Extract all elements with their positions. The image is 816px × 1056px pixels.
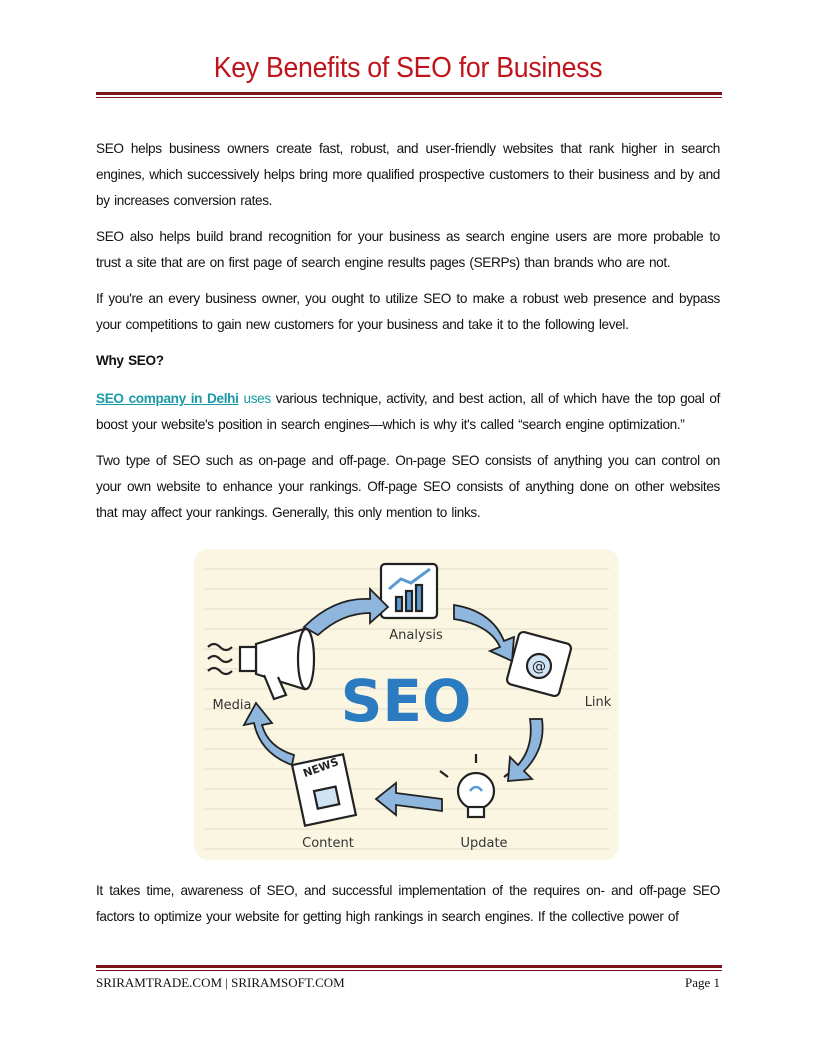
link-label: Link: [584, 695, 612, 710]
paragraph-4: [96, 386, 720, 438]
arrow-update-to-content: [376, 783, 442, 815]
content-label: Content: [302, 836, 354, 851]
paragraph-1: SEO helps business owners create fast, robust, and user-friendly websites that rank higher in search engines, which successively helps bring more qualified prospective customers to their business and by and by increases conversion rates.: [96, 141, 720, 208]
seo-cycle-diagram: [194, 549, 619, 860]
document-body-continued: [96, 878, 720, 940]
page-number: Page 1: [684, 975, 720, 990]
arrow-media-to-analysis: [304, 589, 388, 635]
document-body: [96, 136, 720, 536]
arrow-analysis-to-link: [454, 605, 514, 661]
link-icon: [506, 631, 572, 697]
seo-center-text: SEO: [340, 667, 472, 735]
seo-company-link[interactable]: SEO company in Delhi: [96, 391, 239, 406]
arrow-content-to-media: [244, 703, 294, 765]
news-label: NEWS: [301, 755, 341, 781]
footer-site-links: SRIRAMTRADE.COM | SRIRAMSOFT.COM: [96, 975, 345, 990]
section-heading: Why SEO?: [96, 353, 164, 368]
paragraph-6: It takes time, awareness of SEO, and successful implementation of the requires on- and off-page SEO factors to optimize your website for getting high rankings in search engines. If the collective power of: [96, 883, 720, 924]
page-title: Key Benefits of SEO for Business: [213, 52, 603, 84]
paragraph-4-rest: various technique, activity, and best action, all of which have the top goal of boost your website's position in search engines—which is why it's called “search engine optimization.”: [96, 391, 721, 432]
seo-cycle-figure: [194, 549, 619, 860]
paragraph-2: SEO also helps build brand recognition for your business as search engine users are more probable to trust a site that are on first page of search engine results pages (SERPs) than brands who are not.: [96, 229, 720, 270]
link-tail-text: uses: [243, 391, 271, 406]
lightbulb-icon: [440, 754, 512, 817]
media-label: Media: [212, 698, 252, 713]
header-rule: [96, 92, 722, 95]
paragraph-3: If you're an every business owner, you ought to utilize SEO to make a robust web presence and bypass your competitions to gain new customers for your business and take it to the following level.: [96, 291, 720, 332]
footer-rule-thin: [96, 970, 722, 971]
header-rule-thin: [96, 97, 722, 98]
update-label: Update: [460, 836, 508, 851]
paragraph-5: Two type of SEO such as on-page and off-page. On-page SEO consists of anything you can control on your own website to enhance your rankings. Off-page SEO consists of anything done on other websites that may affect your rankings. Generally, this only mention to links.: [96, 453, 720, 520]
svg-text:@: @: [532, 659, 546, 675]
arrow-link-to-update: [508, 719, 543, 781]
footer-rule: [96, 965, 722, 968]
analysis-label: Analysis: [389, 628, 443, 643]
analysis-icon: [381, 564, 437, 618]
